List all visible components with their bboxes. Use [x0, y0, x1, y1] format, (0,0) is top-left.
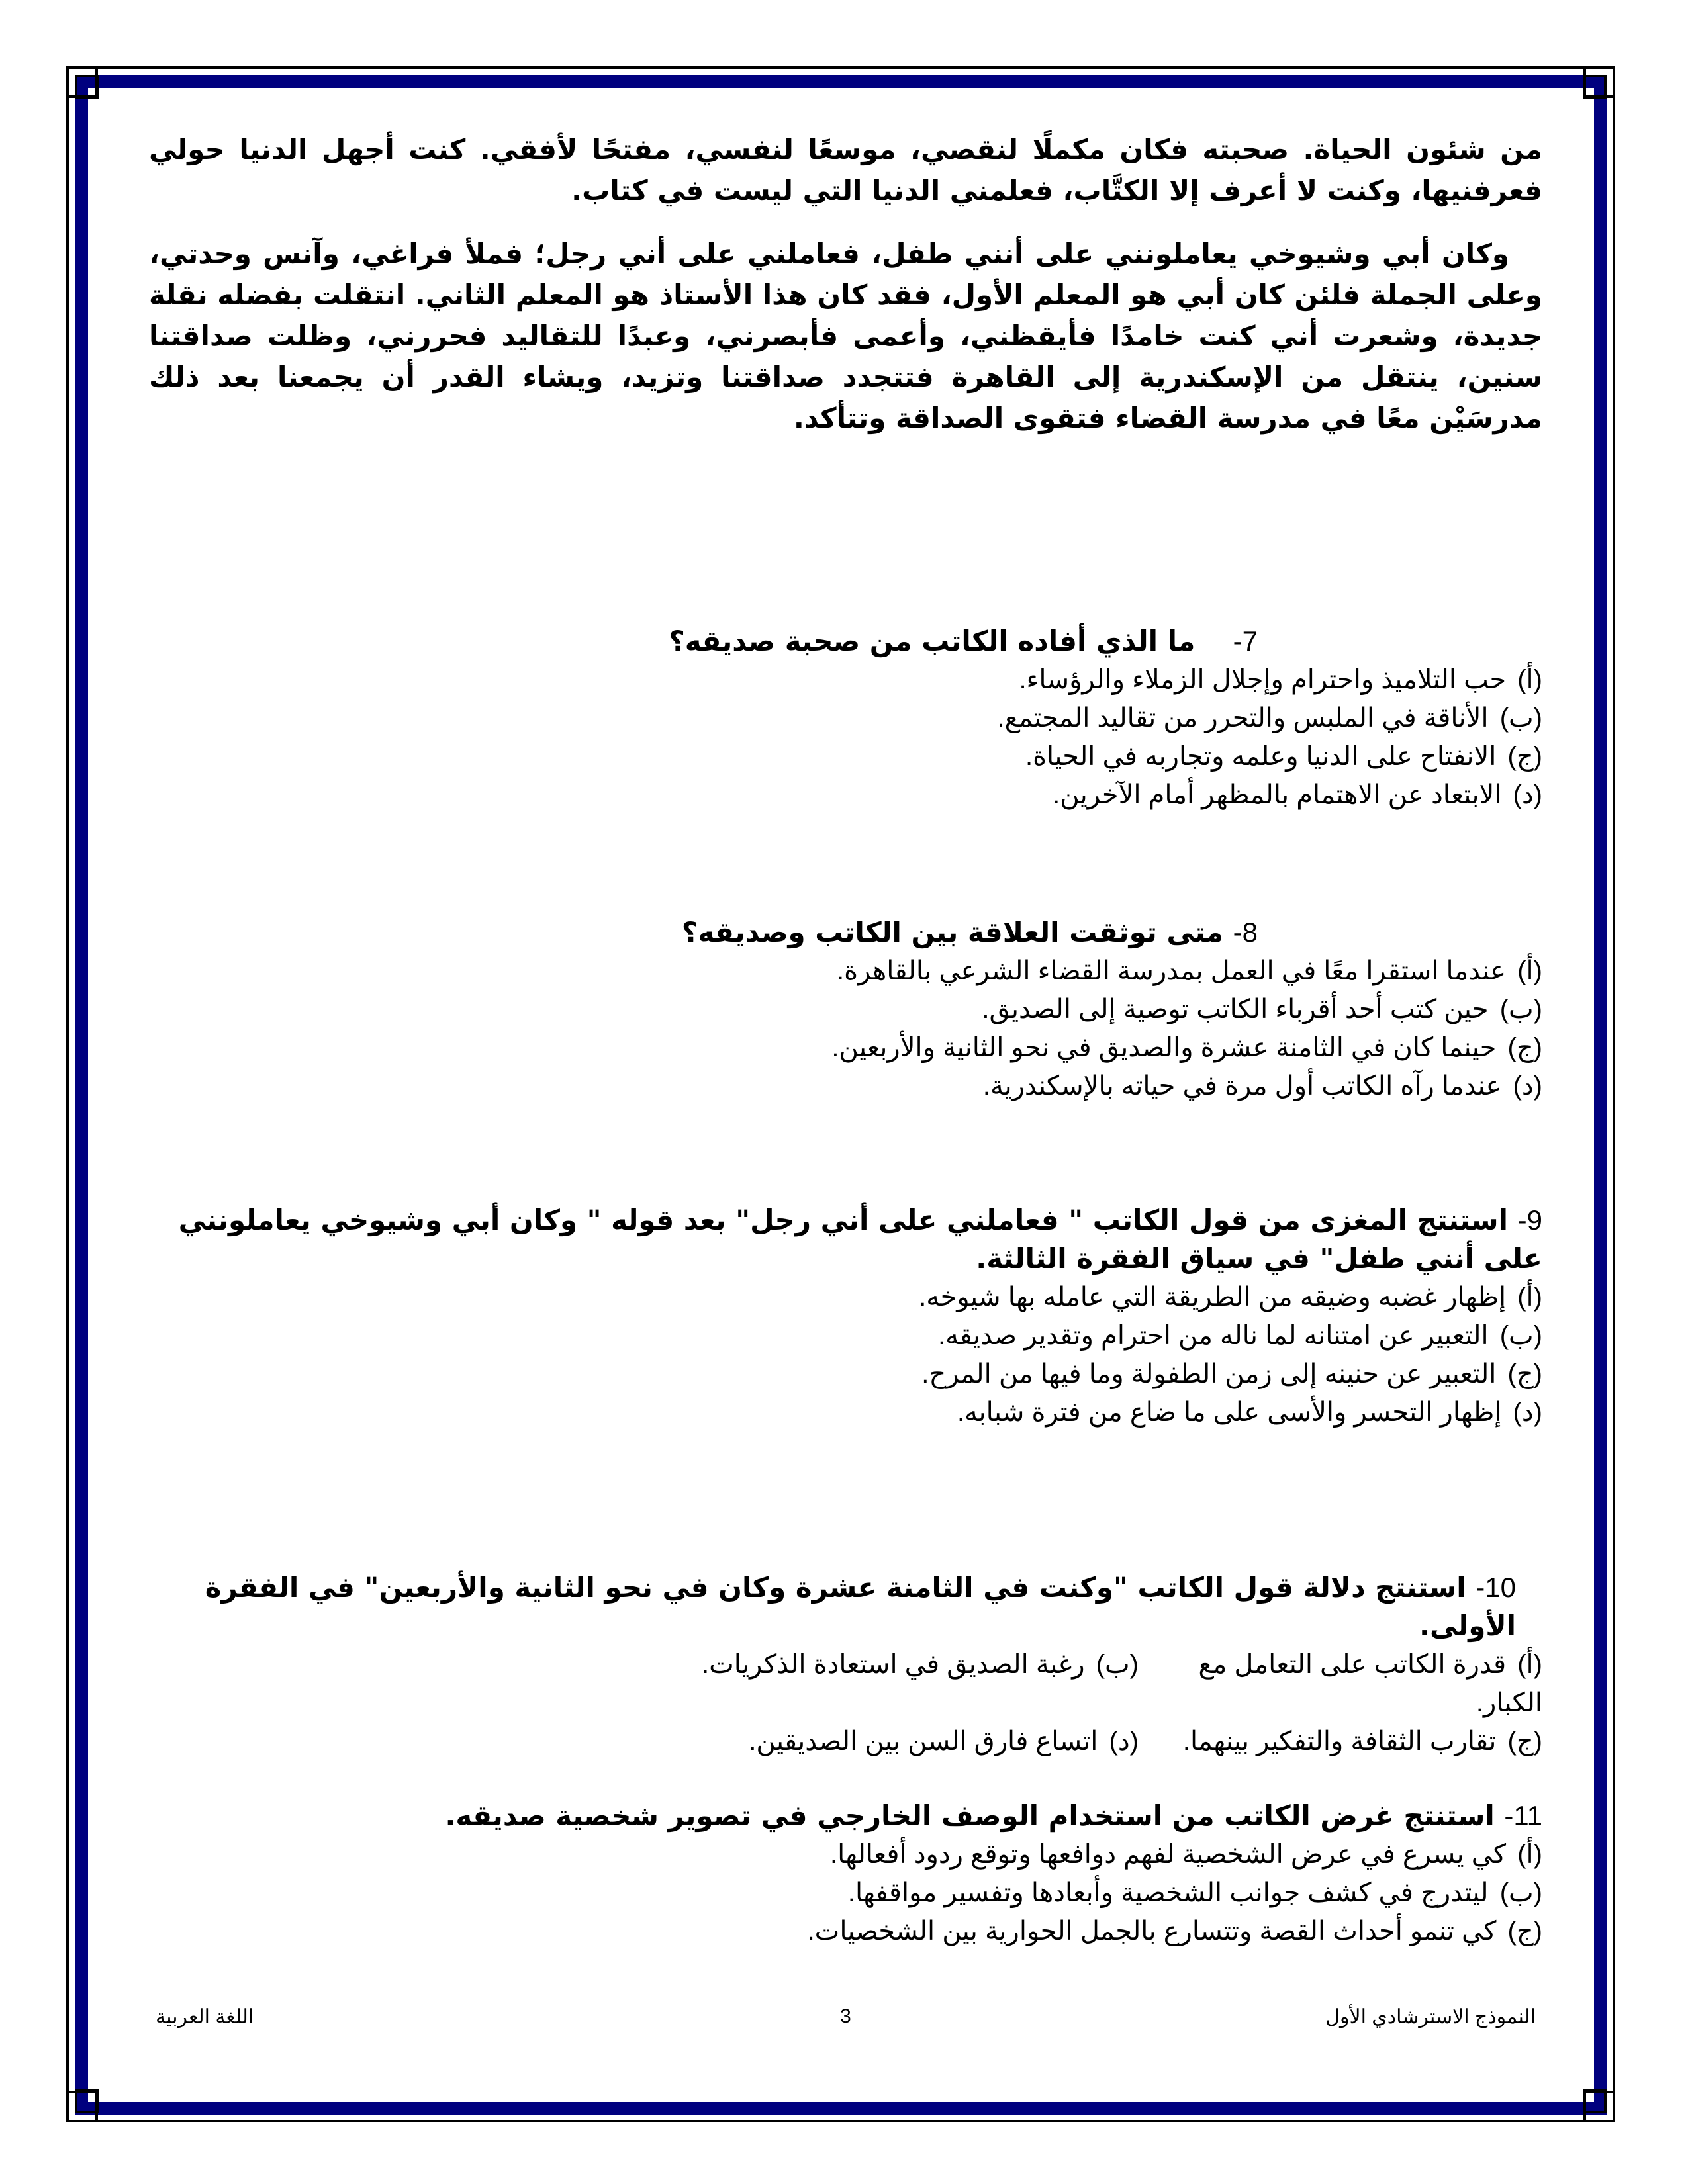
answer-option[interactable]: (د) اتساع فارق السن بين الصديقين. [749, 1727, 1139, 1756]
answer-option[interactable]: (ج) التعبير عن حنينه إلى زمن الطفولة وما فيها من المرح. [921, 1359, 1542, 1388]
answer-option[interactable]: (د) الابتعاد عن الاهتمام بالمظهر أمام الآخرين. [1053, 780, 1542, 809]
answer-option[interactable]: (أ) قدرة الكاتب على التعامل مع الكبار. [1198, 1650, 1542, 1717]
question-text: ما الذي أفاده الكاتب من صحبة صديقه؟ [669, 625, 1196, 657]
passage-paragraph-2: وكان أبي وشيوخي يعاملونني على أنني طفل، فعاملني على أني رجل؛ فملأ فراغي، وآنس وحدتي، وعلى الجملة فلئن كان أبي هو المعلم الأول، فقد كان هذا الأستاذ هو المعلم الثاني. انتقلت بفضله نقلة جديدة، وشعرت أني كنت خامدًا فأيقظني، وأعمى فأبصرني، وعبدًا للتقاليد فحررني، وظلت صداقتنا سنين، ينتقل من الإسكندرية إلى القاهرة فتتجدد صداقتنا وتزيد، ويشاء القدر أن يجمعنا بعد ذلك مدرسَيْن معًا في مدرسة القضاء فتقوى الصداقة وتتأكد. [149, 238, 1542, 434]
question-10 [149, 1569, 1542, 1760]
answer-option[interactable]: (ب) حين كتب أحد أقرباء الكاتب توصية إلى الصديق. [982, 995, 1542, 1024]
reading-passage [149, 129, 1542, 439]
question-title [149, 1797, 1542, 1835]
page-footer [149, 2005, 1542, 2045]
question-7 [149, 622, 1542, 814]
answer-option[interactable]: (د) عندما رآه الكاتب أول مرة في حياته بالإسكندرية. [982, 1071, 1542, 1101]
footer-subject: اللغة العربية [156, 2006, 254, 2028]
corner-ornament-top-right-inner [1583, 75, 1607, 99]
answer-option[interactable]: (ج) تقارب الثقافة والتفكير بينهما. [1182, 1727, 1542, 1756]
question-number: 9- [1517, 1205, 1542, 1236]
page-content [149, 129, 1542, 1946]
answer-options [149, 952, 1542, 1105]
answer-options [149, 1278, 1542, 1432]
answer-option[interactable]: (أ) عندما استقرا معًا في العمل بمدرسة القضاء الشرعي بالقاهرة. [836, 956, 1542, 985]
corner-ornament-top-left-inner [75, 75, 99, 99]
answer-options [149, 1835, 1542, 1950]
question-8 [149, 913, 1542, 1105]
answer-options-grid [149, 1645, 1542, 1760]
question-text: استنتج المغزى من قول الكاتب " فعاملني على أني رجل" بعد قوله " وكان أبي وشيوخي يعاملونني على أنني طفل" في سياق الفقرة الثالثة. [178, 1204, 1542, 1275]
question-text: متى توثقت العلاقة بين الكاتب وصديقه؟ [681, 916, 1224, 948]
question-11 [149, 1797, 1542, 1950]
question-title [149, 622, 1542, 660]
answer-options [149, 660, 1542, 814]
answer-option[interactable]: (د) إظهار التحسر والأسى على ما ضاع من فترة شبابه. [957, 1398, 1542, 1427]
question-9 [149, 1201, 1542, 1432]
answer-option[interactable]: (ج) حينما كان في الثامنة عشرة والصديق في نحو الثانية والأربعين. [831, 1033, 1542, 1062]
question-title [149, 1201, 1542, 1278]
answer-option[interactable]: (ج) كي تنمو أحداث القصة وتتسارع بالجمل الحوارية بين الشخصيات. [807, 1917, 1542, 1946]
passage-paragraph-1: من شئون الحياة. صحبته فكان مكملًا لنقصي، موسعًا لنفسي، مفتحًا لأفقي. كنت أجهل الدنيا حولي فعرفنيها، وكنت لا أعرف إلا الكتَّاب، فعلمني الدنيا التي ليست في كتاب. [149, 133, 1542, 206]
question-title [149, 1569, 1542, 1645]
answer-option[interactable]: (ب) التعبير عن امتنانه لما ناله من احترام وتقدير صديقه. [938, 1321, 1542, 1350]
question-number: 11- [1504, 1800, 1542, 1831]
question-number: 8- [1233, 917, 1258, 948]
footer-exam-title: النموذج الاسترشادي الأول [1325, 2006, 1536, 2028]
answer-option[interactable]: (ب) الأناقة في الملبس والتحرر من تقاليد المجتمع. [997, 704, 1542, 733]
answer-option[interactable]: (ج) الانفتاح على الدنيا وعلمه وتجاربه في الحياة. [1025, 742, 1542, 771]
answer-option[interactable]: (أ) إظهار غضبه وضيقه من الطريقة التي عامله بها شيوخه. [919, 1283, 1542, 1312]
answer-option[interactable]: (أ) كي يسرع في عرض الشخصية لفهم دوافعها وتوقع ردود أفعالها. [829, 1840, 1542, 1869]
question-number: 7- [1233, 625, 1258, 657]
answer-option[interactable]: (ب) رغبة الصديق في استعادة الذكريات. [701, 1650, 1139, 1679]
question-text: استنتج غرض الكاتب من استخدام الوصف الخارجي في تصوير شخصية صديقه. [445, 1799, 1495, 1832]
answer-option[interactable]: (ب) ليتدرج في كشف جوانب الشخصية وأبعادها وتفسير مواقفها. [847, 1878, 1542, 1907]
corner-ornament-bottom-right-inner [1583, 2089, 1607, 2113]
question-title [149, 913, 1542, 952]
corner-ornament-bottom-left-inner [75, 2089, 99, 2113]
answer-option[interactable]: (أ) حب التلاميذ واحترام وإجلال الزملاء والرؤساء. [1019, 665, 1542, 694]
question-text: استنتج دلالة قول الكاتب "وكنت في الثامنة عشرة وكان في نحو الثانية والأربعين" في الفقرة الأولى. [205, 1571, 1516, 1642]
page-number: 3 [840, 2005, 851, 2027]
question-number: 10- [1476, 1572, 1516, 1603]
